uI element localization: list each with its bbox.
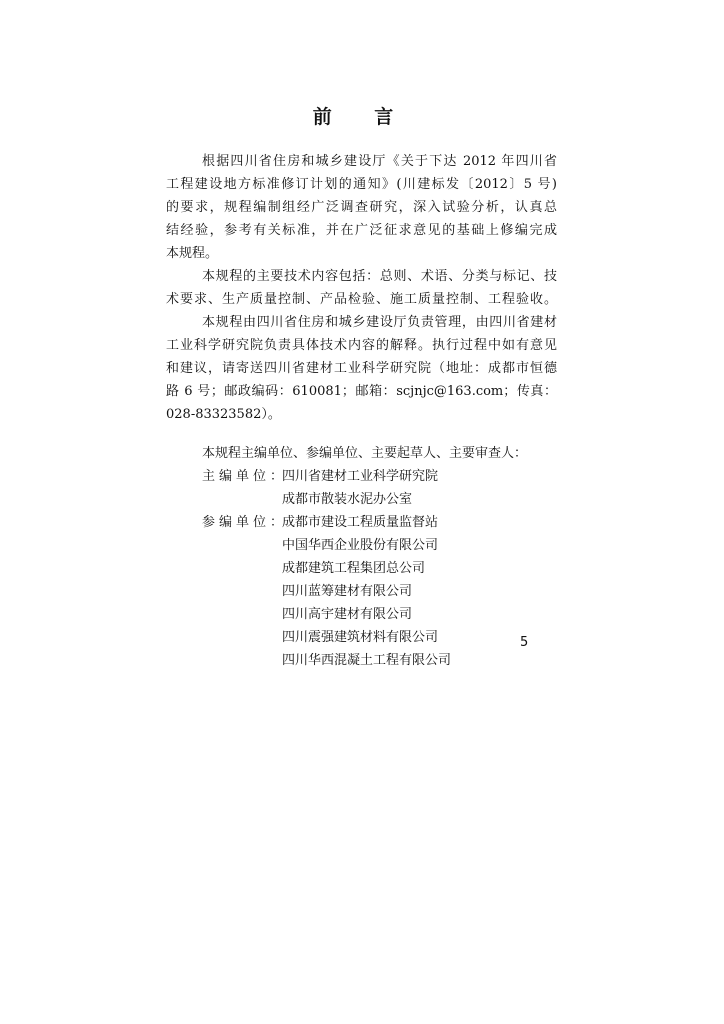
paragraph-2-line-1: 本规程的主要技术内容包括：总则、术语、分类与标记、技	[202, 269, 557, 284]
participating-unit-1: 成都市建设工程质量监督站	[282, 515, 439, 530]
paragraph-1-line-2: 工程建设地方标准修订计划的通知》(川建标发〔2012〕5 号)	[166, 177, 557, 192]
participating-unit-4: 四川蓝筹建材有限公司	[282, 584, 413, 599]
paragraph-2-line-2: 术要求、生产质量控制、产品检验、施工质量控制、工程验收。	[166, 292, 557, 307]
participating-unit-7: 四川华西混凝土工程有限公司	[282, 653, 452, 668]
paragraph-3-line-4: 路 6 号；邮政编码：610081；邮箱：scjnjc@163.com；传真：	[166, 384, 557, 399]
paragraph-1-line-5: 本规程。	[166, 246, 219, 261]
chief-editor-unit-1: 四川省建材工业科学研究院	[282, 469, 439, 484]
participating-unit-6: 四川震强建筑材料有限公司	[282, 630, 439, 645]
chief-editor-label: 主编单位：	[202, 469, 288, 484]
participating-unit-2: 中国华西企业股份有限公司	[282, 538, 439, 553]
paragraph-3-line-5: 028-83323582）。	[166, 407, 281, 422]
paragraph-1-line-3: 的要求，规程编制组经广泛调查研究，深入试验分析，认真总	[166, 200, 557, 215]
paragraph-3-line-2: 工业科学研究院负责具体技术内容的解释。执行过程中如有意见	[166, 338, 557, 353]
units-intro: 本规程主编单位、参编单位、主要起草人、主要审查人：	[202, 446, 528, 461]
participating-label: 参编单位：	[202, 515, 288, 530]
chief-editor-unit-2: 成都市散装水泥办公室	[282, 492, 413, 507]
participating-unit-5: 四川高宇建材有限公司	[282, 607, 413, 622]
paragraph-3-line-1: 本规程由四川省住房和城乡建设厅负责管理，由四川省建材	[202, 315, 557, 330]
page-number: 5	[520, 635, 529, 650]
page-title: 前 言	[312, 106, 412, 128]
paragraph-1-line-4: 结经验，参考有关标准，并在广泛征求意见的基础上修编完成	[166, 223, 557, 238]
paragraph-3-line-3: 和建议，请寄送四川省建材工业科学研究院（地址：成都市恒德	[166, 361, 557, 376]
participating-unit-3: 成都建筑工程集团总公司	[282, 561, 426, 576]
paragraph-1-line-1: 根据四川省住房和城乡建设厅《关于下达 2012 年四川省	[202, 154, 557, 169]
